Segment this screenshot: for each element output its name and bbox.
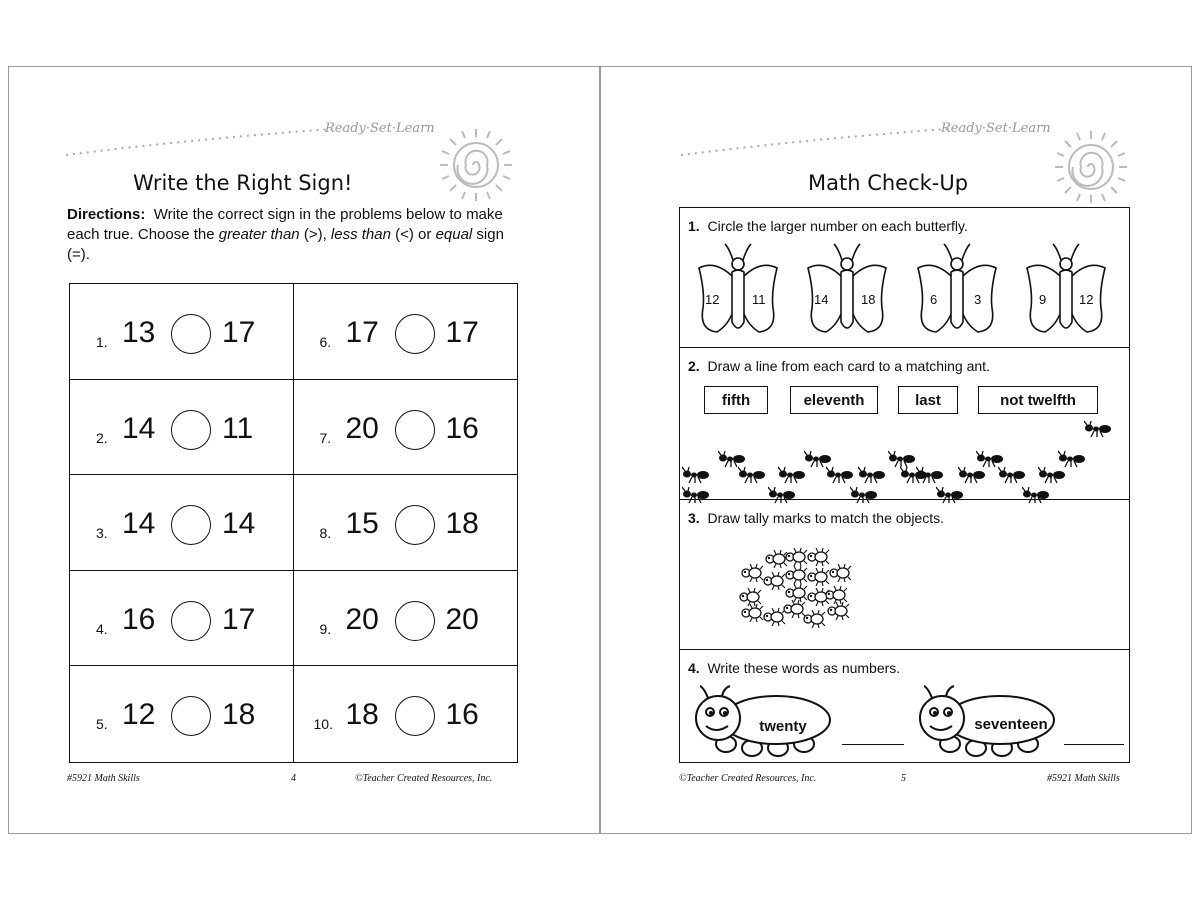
problem-cell: 9. 20 20 <box>294 571 518 667</box>
butterfly-icon <box>695 242 781 340</box>
number-word: seventeen <box>974 716 1048 733</box>
butterfly-icon <box>1023 242 1109 340</box>
left-page <box>8 66 600 834</box>
butterfly-number: 18 <box>861 292 876 307</box>
bug-icon <box>784 566 808 584</box>
dotted-arc-decoration <box>64 123 334 159</box>
number-word: twenty <box>759 718 807 735</box>
bug-icon <box>740 604 764 622</box>
section-ants: 2. Draw a line from each card to a matching ant. fifth eleventh last not twelfth <box>680 348 1129 500</box>
problem-cell: 7. 20 16 <box>294 380 518 476</box>
answer-circle[interactable] <box>395 696 435 736</box>
word-card-fifth[interactable]: fifth <box>704 386 768 414</box>
footer-page-number: 4 <box>291 773 296 784</box>
page-title: Write the Right Sign! <box>133 171 353 195</box>
ant-icon <box>738 466 766 484</box>
bug-icon <box>762 572 786 590</box>
ant-icon <box>998 466 1026 484</box>
word-card-last[interactable]: last <box>898 386 958 414</box>
sun-icon <box>1049 125 1133 209</box>
sign-problems-grid <box>69 283 518 763</box>
footer-book-id: #5921 Math Skills <box>1047 773 1120 784</box>
butterfly-number: 11 <box>752 292 766 307</box>
right-page <box>600 66 1192 834</box>
answer-blank[interactable] <box>842 744 904 745</box>
problem-cell: 10. 18 16 <box>294 666 518 762</box>
problem-cell: 8. 15 18 <box>294 475 518 571</box>
directions-label: Directions: <box>67 206 146 223</box>
ant-icon <box>916 466 944 484</box>
ant-icon <box>826 466 854 484</box>
answer-circle[interactable] <box>395 410 435 450</box>
directions-text: Directions: Write the correct sign in the problems below to make each true. Choose the greater than (>), less than (<) or equal sign (=). <box>67 206 504 263</box>
ant-icon <box>958 466 986 484</box>
answer-circle[interactable] <box>395 314 435 354</box>
brand-label: Ready·Set·Learn <box>941 121 1051 136</box>
answer-circle[interactable] <box>171 696 211 736</box>
answer-circle[interactable] <box>395 505 435 545</box>
problem-cell: 3. 14 14 <box>70 475 294 571</box>
ant-icon <box>682 466 710 484</box>
problem-cell: 4. 16 17 <box>70 571 294 667</box>
answer-circle[interactable] <box>171 314 211 354</box>
answer-circle[interactable] <box>171 505 211 545</box>
math-checkup-box <box>679 207 1130 763</box>
butterfly-number: 9 <box>1039 292 1047 307</box>
bug-icon <box>828 564 852 582</box>
answer-circle[interactable] <box>171 410 211 450</box>
butterfly-number: 12 <box>1079 292 1094 307</box>
word-card-not-twelfth[interactable]: not twelfth <box>978 386 1098 414</box>
answer-circle[interactable] <box>395 601 435 641</box>
problem-cell: 1. 13 17 <box>70 284 294 380</box>
problem-cell: 2. 14 11 <box>70 380 294 476</box>
ant-icon <box>1084 420 1112 438</box>
section-tally: 3. Draw tally marks to match the objects. <box>680 500 1129 650</box>
footer-publisher: ©Teacher Created Resources, Inc. <box>679 773 817 784</box>
section-butterflies: 1. Circle the larger number on each butterfly. 12 11 14 18 6 3 9 12 <box>680 208 1129 348</box>
footer-publisher: ©Teacher Created Resources, Inc. <box>355 773 493 784</box>
bug-icon <box>802 610 826 628</box>
ant-icon <box>1038 466 1066 484</box>
footer-book-id: #5921 Math Skills <box>67 773 140 784</box>
brand-label: Ready·Set·Learn <box>325 121 435 136</box>
dotted-arc-decoration <box>679 123 949 159</box>
butterfly-number: 14 <box>814 292 829 307</box>
bug-icon <box>826 602 850 620</box>
butterfly-number: 12 <box>705 292 720 307</box>
answer-blank[interactable] <box>1064 744 1124 745</box>
word-card-eleventh[interactable]: eleventh <box>790 386 878 414</box>
problem-cell: 5. 12 18 <box>70 666 294 762</box>
butterfly-icon <box>804 242 890 340</box>
ant-icon <box>778 466 806 484</box>
problem-cell: 6. 17 17 <box>294 284 518 380</box>
bug-icon <box>740 564 764 582</box>
section-words: 4. Write these words as numbers. twenty seventeen <box>680 650 1129 764</box>
answer-circle[interactable] <box>171 601 211 641</box>
bug-icon <box>806 548 830 566</box>
bug-icon <box>806 568 830 586</box>
ant-icon <box>858 466 886 484</box>
footer-page-number: 5 <box>901 773 906 784</box>
butterfly-number: 3 <box>974 292 982 307</box>
page-title: Math Check-Up <box>808 171 969 195</box>
sun-icon <box>434 123 518 207</box>
butterfly-number: 6 <box>930 292 938 307</box>
butterfly-icon <box>914 242 1000 340</box>
bug-icon <box>784 548 808 566</box>
